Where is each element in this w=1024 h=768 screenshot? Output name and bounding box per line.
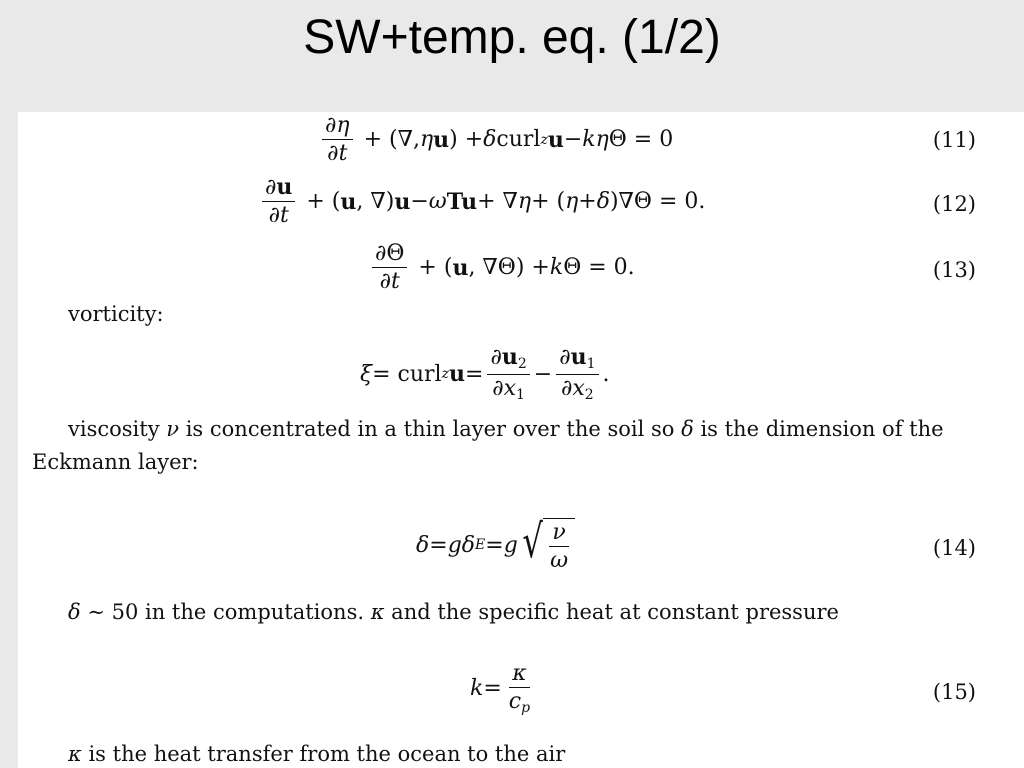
vorticity-label: vorticity: <box>68 302 164 326</box>
document-page <box>18 112 1024 768</box>
equation-14: δ = gδ E = g √ $\frac{\nu}{\omega}$ (14) <box>416 514 976 574</box>
equation-number: (11) <box>932 128 976 152</box>
kappa-paragraph: κ is the heat transfer from the ocean to the air <box>68 742 566 766</box>
viscosity-paragraph-line2: Eckmann layer: <box>32 450 199 474</box>
delta-paragraph: δ ∼ 50 in the computations. κ and the specific heat at constant pressure <box>68 600 839 624</box>
viscosity-paragraph-line1: viscosity ν is concentrated in a thin layer over the soil so δ is the dimension of the <box>68 417 944 441</box>
equation-number: (13) <box>932 258 976 282</box>
equation-number: (14) <box>932 536 976 560</box>
equation-number: (12) <box>932 192 976 216</box>
equation-number: (15) <box>932 680 976 704</box>
equation-11: $\frac{\partial\eta}{\partial t}$ + (∇, η u ) + δ curl z u − kη Θ = 0 (11) <box>18 112 1024 170</box>
equation-12: $\frac{\partial u}{\partial t}$ + ( u , ∇) u − ω Tu + ∇ η + ( η + δ )∇Θ = 0. (12) <box>18 174 1024 234</box>
equation-13: $\frac{\partial\Theta}{\partial t}$ + ( u , ∇Θ) + k Θ = 0. (13) <box>18 240 1024 300</box>
slide-title: SW+temp. eq. (1/2) <box>303 11 721 64</box>
vorticity-equation: ξ = curl z u = $\frac{\partial u_2}{\partial x_1}$ − $\frac{\partial u_1}{\partial x_2}$ . <box>360 344 610 403</box>
equation-15: k = $\frac{\kappa}{c_p}$ (15) <box>470 661 976 717</box>
